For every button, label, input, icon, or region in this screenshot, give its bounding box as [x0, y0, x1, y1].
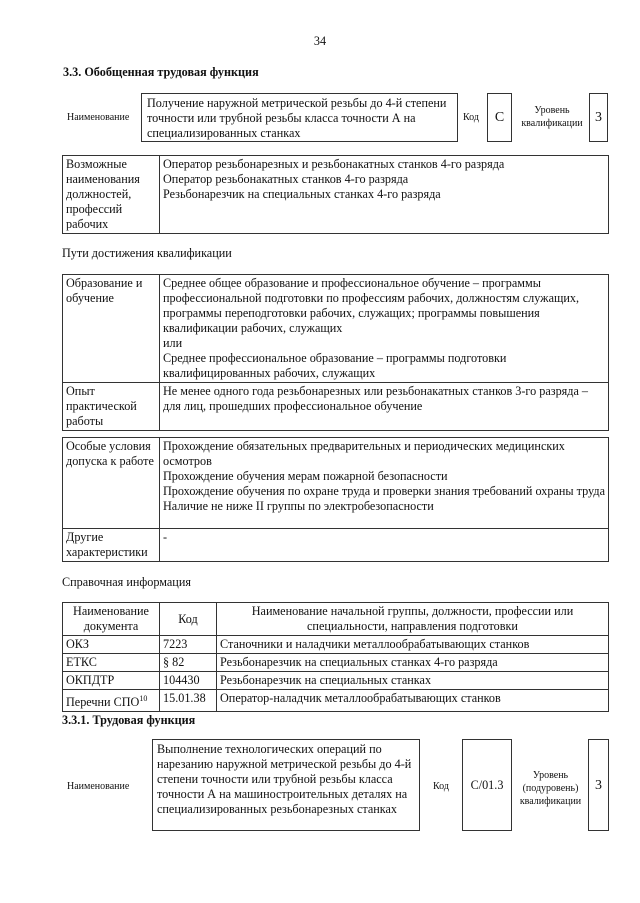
possible-names-values [160, 156, 609, 234]
experience-label: Опыт практической работы [63, 383, 160, 431]
ref-doc: ЕТКС [63, 654, 160, 672]
section-title: 3.3. Обобщенная трудовая функция [63, 65, 259, 79]
possible-name-item: Оператор резьбонакатных станков 4-го разряда [163, 172, 409, 186]
ref-doc: Перечни СПО$^{10}$ [63, 690, 160, 712]
ref-code: 7223 [160, 636, 217, 654]
ref-header-code: Код [160, 603, 217, 636]
table-row [63, 672, 609, 690]
other-value: - [160, 529, 609, 562]
ref-name: Станочники и наладчики металлообрабатывающих станков [217, 636, 609, 654]
tf-code-label: Код [433, 781, 449, 792]
possible-names-label: Возможные наименования должностей, профессий рабочих [63, 156, 160, 234]
possible-name-item: Оператор резьбонарезных и резьбонакатных станков 4-го разряда [163, 157, 505, 171]
tf-name-value: Выполнение технологических операций по нарезанию наружной метрической резьбы до 4-й степени точности или трубной резьбы класса точности А на машиностроительных деталях на специализированных резьбонарезных станках [152, 739, 420, 831]
conditions-value: Прохождение обязательных предварительных и периодических медицинских осмотров Прохождение обучения мерам пожарной безопасности Прохождение обучения по охране труда и проверки знания требований охраны труда Наличие не ниже II группы по электробезопасности [160, 438, 609, 529]
paths-heading: Пути достижения квалификации [62, 246, 232, 260]
ref-header-name: Наименование начальной группы, должности, профессии или специальности, направления подготовки [217, 603, 609, 636]
gtf-level-label: Уровень квалификации [521, 105, 583, 129]
reference-heading: Справочная информация [62, 575, 191, 589]
table-row [63, 654, 609, 672]
conditions-table [62, 437, 609, 562]
possible-names-table [62, 155, 609, 234]
gtf-code-value: C [487, 93, 512, 142]
table-row [63, 636, 609, 654]
education-value: Среднее общее образование и профессиональное обучение – программы профессиональной подготовки по профессиям рабочих, должностям служащих, программы переподготовки рабочих, служащих; программы повышения квалификации рабочих, служащих или Среднее профессиональное образование – программы подготовки квалифицированных рабочих, служащих [160, 275, 609, 383]
qualification-paths-table [62, 274, 609, 431]
gtf-level-value: 3 [589, 93, 608, 142]
footnote-marker: 10 [139, 694, 148, 703]
ref-code: 15.01.38 [160, 690, 217, 712]
ref-doc: ОКЗ [63, 636, 160, 654]
tf-level-label: Уровень (подуровень) квалификации [519, 770, 582, 807]
tf-name-label: Наименование [67, 781, 130, 792]
page-number: 34 [313, 34, 327, 48]
ref-code: 104430 [160, 672, 217, 690]
other-label: Другие характеристики [63, 529, 160, 562]
ref-name: Оператор-наладчик металлообрабатывающих станков [217, 690, 609, 712]
gtf-name-label: Наименование [67, 112, 130, 123]
gtf-name-value: Получение наружной метрической резьбы до 4-й степени точности или трубной резьбы класса точности А на специализированных станках [141, 93, 458, 142]
conditions-label: Особые условия допуска к работе [63, 438, 160, 529]
ref-code: § 82 [160, 654, 217, 672]
possible-name-item: Резьбонарезчик на специальных станках 4-го разряда [163, 187, 441, 201]
reference-table [62, 602, 609, 712]
tf-level-value: 3 [588, 739, 609, 831]
ref-name: Резьбонарезчик на специальных станках 4-го разряда [217, 654, 609, 672]
experience-value: Не менее одного года резьбонарезных или резьбонакатных станков 3-го разряда – для лиц, прошедших профессиональное обучение [160, 383, 609, 431]
ref-header-doc: Наименование документа [63, 603, 160, 636]
education-label: Образование и обучение [63, 275, 160, 383]
ref-doc: ОКПДТР [63, 672, 160, 690]
ref-name: Резьбонарезчик на специальных станках [217, 672, 609, 690]
tf-title: 3.3.1. Трудовая функция [62, 713, 196, 727]
table-row [63, 690, 609, 712]
tf-code-value: C/01.3 [462, 739, 512, 831]
gtf-code-label: Код [463, 112, 479, 123]
